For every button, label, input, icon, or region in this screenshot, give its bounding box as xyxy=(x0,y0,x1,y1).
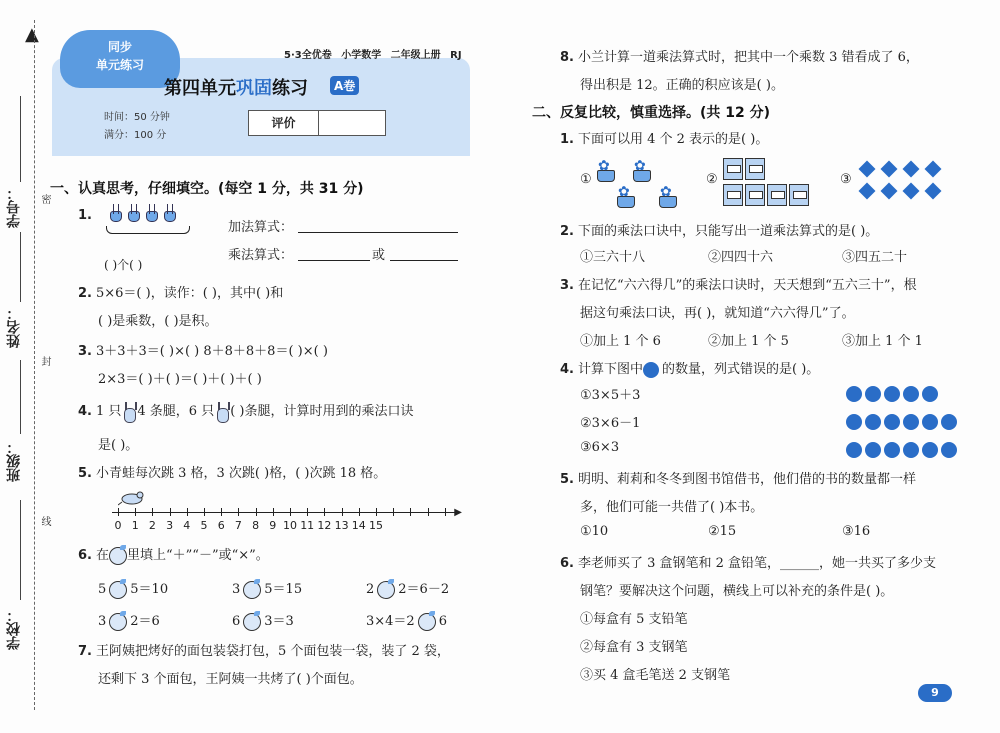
apple-icon[interactable] xyxy=(109,581,127,599)
blue-dot-icon xyxy=(903,386,919,402)
number-line-tick xyxy=(393,508,394,516)
number-line-label: 1 xyxy=(131,519,139,532)
equation-right: 5＝10 xyxy=(130,582,169,597)
number-line-label: 8 xyxy=(252,519,260,532)
equation-right: 3＝3 xyxy=(264,614,294,629)
q6-equation xyxy=(232,578,302,599)
vase-icon xyxy=(144,204,158,222)
number-line-label: 13 xyxy=(334,519,349,532)
c4-option2[interactable]: ②3×6－1 xyxy=(580,416,641,431)
evaluation-box xyxy=(248,110,386,136)
apple-icon[interactable] xyxy=(377,581,395,599)
blue-dot-icon xyxy=(941,414,957,430)
number-line-label: 4 xyxy=(183,519,191,532)
c1-flowerpots xyxy=(594,160,684,212)
q6-equation xyxy=(366,610,447,631)
apple-icon[interactable] xyxy=(418,613,436,631)
id-label: 学号： xyxy=(6,186,22,228)
q1-group-text: ( )个( ) xyxy=(104,258,143,272)
dot-row xyxy=(846,442,960,470)
c6-option2[interactable]: ②每盒有 3 支钢笔 xyxy=(580,640,688,655)
banner-line2: 单元练习 xyxy=(95,58,144,72)
c5-line2: 多，他们可能一共借了( )本书。 xyxy=(580,500,764,515)
apple-icon xyxy=(109,547,127,565)
blue-dot-icon xyxy=(643,362,659,378)
arrow-icon: ▶ xyxy=(454,507,462,518)
number-line-label: 6 xyxy=(217,519,225,532)
number-line-label: 2 xyxy=(148,519,156,532)
blue-dot-icon xyxy=(865,414,881,430)
milk-box-icon xyxy=(723,184,743,206)
rabbit-icon xyxy=(214,402,230,422)
c4-dot-grid xyxy=(846,386,960,470)
vase-icon xyxy=(162,204,176,222)
id-blank xyxy=(20,96,21,182)
q1-vases xyxy=(106,204,178,226)
c3-option3[interactable]: ③加上 1 个 1 xyxy=(842,334,923,349)
c3-option1[interactable]: ①加上 1 个 6 xyxy=(580,334,661,349)
diamond-icon xyxy=(903,161,920,178)
q2-line2: ( )是乘数，( )是积。 xyxy=(98,314,218,329)
number-line-tick xyxy=(376,508,377,516)
number-line-tick xyxy=(428,508,429,516)
c1-option3[interactable]: ③ xyxy=(840,172,852,187)
c5-option1[interactable]: ①10 xyxy=(580,524,609,539)
flowerpot-icon xyxy=(614,186,636,208)
q2-line1: 2. 5×6＝( )，读作：( )，其中( )和 xyxy=(78,286,284,301)
c1-option1[interactable]: ① xyxy=(580,172,592,187)
blue-dot-icon xyxy=(884,386,900,402)
cut-mark: 封 xyxy=(39,356,50,366)
equation-left: 5 xyxy=(98,582,107,597)
equation-left: 6 xyxy=(232,614,241,629)
vase-icon xyxy=(126,204,140,222)
number-line-tick xyxy=(204,508,205,516)
q1-number: 1. xyxy=(78,208,92,223)
cut-mark: 线 xyxy=(39,516,50,526)
c2-text: 2. 下面的乘法口诀中，只能写出一道乘法算式的是( )。 xyxy=(560,224,879,239)
blue-dot-icon xyxy=(903,414,919,430)
c5-option3[interactable]: ③16 xyxy=(842,524,871,539)
number-line-label: 3 xyxy=(166,519,174,532)
cut-line xyxy=(34,20,35,710)
number-line-label: 7 xyxy=(234,519,242,532)
diamond-icon xyxy=(859,161,876,178)
number-line-tick xyxy=(290,508,291,516)
section2-title: 二、反复比较，慎重选择。(共 12 分) xyxy=(532,105,771,121)
dot-row xyxy=(846,414,960,442)
c6-line1: 6. 李老师买了 3 盒钢笔和 2 盒铅笔，______，她一共买了多少支 xyxy=(560,556,937,571)
q1-mul-label: 乘法算式： xyxy=(228,248,294,263)
number-line-label: 15 xyxy=(369,519,383,532)
blue-dot-icon xyxy=(903,442,919,458)
number-line-tick xyxy=(118,508,119,516)
q7-line1: 7. 王阿姨把烤好的面包装袋打包，5 个面包装一袋，装了 2 袋， xyxy=(78,644,450,659)
q3-line1: 3. 3＋3＋3＝( )×( ) 8＋8＋8＋8＝( )×( ) xyxy=(78,344,328,359)
q8-line1: 8. 小兰计算一道乘法算式时，把其中一个乘数 3 错看成了 6， xyxy=(560,50,919,65)
number-line-axis xyxy=(112,512,458,513)
cut-mark: 密 xyxy=(39,194,50,204)
blue-dot-icon xyxy=(846,386,862,402)
equation-left: 2 xyxy=(366,582,375,597)
rabbit-icon xyxy=(121,402,137,422)
number-line-label: 5 xyxy=(200,519,208,532)
number-line-tick xyxy=(307,508,308,516)
q5-text: 5. 小青蛙每次跳 3 格，3 次跳( )格，( )次跳 18 格。 xyxy=(78,466,387,481)
number-line-label: 14 xyxy=(351,519,366,532)
apple-icon[interactable] xyxy=(109,613,127,631)
c5-line1: 5. 明明、莉莉和冬冬到图书馆借书，他们借的书的数量都一样 xyxy=(560,472,916,487)
q1-mul-blank-2[interactable] xyxy=(390,260,458,261)
number-line-tick xyxy=(445,508,446,516)
blue-dot-icon xyxy=(846,442,862,458)
q3-line2: 2×3＝( )＋( )＝( )＋( )＋( ) xyxy=(98,372,262,387)
q1-add-blank[interactable] xyxy=(298,232,458,233)
banner-line1: 同步 xyxy=(107,40,132,54)
c1-option2[interactable]: ② xyxy=(706,172,718,187)
q6-equation xyxy=(98,610,160,631)
c3-line2: 据这句乘法口诀，再( )，就知道“六六得几”了。 xyxy=(580,306,855,321)
diamond-icon xyxy=(925,161,942,178)
name-blank xyxy=(20,232,21,302)
c5-option2[interactable]: ②15 xyxy=(708,524,737,539)
number-line-tick xyxy=(273,508,274,516)
blue-dot-icon xyxy=(865,442,881,458)
full-score: 满分：100 分 xyxy=(104,130,167,141)
c4-text: 4. 计算下图中 的数量，列式错误的是( )。 xyxy=(560,362,820,377)
equation-right: 6 xyxy=(438,614,447,629)
number-line-tick xyxy=(221,508,222,516)
number-line-tick xyxy=(135,508,136,516)
evaluation-field[interactable] xyxy=(319,111,385,135)
section1-title: 一、认真思考，仔细填空。(每空 1 分，共 31 分) xyxy=(50,181,364,197)
c4-option3[interactable]: ③6×3 xyxy=(580,440,620,455)
q1-add-label: 加法算式： xyxy=(228,220,294,235)
time-limit: 时间：50 分钟 xyxy=(104,112,170,123)
equation-right: 2＝6 xyxy=(130,614,160,629)
number-line-tick xyxy=(324,508,325,516)
evaluation-label: 评价 xyxy=(249,111,319,135)
diamond-icon xyxy=(881,183,898,200)
number-line-label: 10 xyxy=(283,519,297,532)
c6-option1[interactable]: ①每盒有 5 支铅笔 xyxy=(580,612,688,627)
apple-icon[interactable] xyxy=(243,581,261,599)
exam-header xyxy=(52,30,470,156)
c1-milk-boxes xyxy=(722,158,822,210)
class-label: 班级： xyxy=(6,440,22,482)
number-line-tick xyxy=(256,508,257,516)
c1-diamonds xyxy=(856,160,966,204)
milk-box-icon xyxy=(745,184,765,206)
number-line-tick xyxy=(152,508,153,516)
c6-option3[interactable]: ③买 4 盒毛笔送 2 支钢笔 xyxy=(580,668,731,683)
q8-line2: 得出积是 12。正确的积应该是( )。 xyxy=(580,78,784,93)
q1-mul-blank-1[interactable] xyxy=(298,260,370,261)
diamond-icon xyxy=(903,183,920,200)
book-info: 5·3全优卷 小学数学 二年级上册 RJ xyxy=(284,50,462,61)
c2-option3[interactable]: ③四五二十 xyxy=(842,250,908,265)
q6-equation xyxy=(366,578,449,599)
number-line-tick xyxy=(187,508,188,516)
number-line-tick xyxy=(238,508,239,516)
milk-box-icon xyxy=(767,184,787,206)
flowerpot-icon xyxy=(630,160,652,182)
number-line-tick xyxy=(170,508,171,516)
number-line-tick xyxy=(342,508,343,516)
rocket-icon: ▲ xyxy=(25,24,39,45)
dot-row xyxy=(846,386,960,414)
school-blank xyxy=(20,500,21,600)
equation-left: 3×4＝2 xyxy=(366,614,415,629)
version-badge: A卷 xyxy=(330,76,359,95)
q1-or: 或 xyxy=(372,248,386,263)
number-line-tick xyxy=(359,508,360,516)
flowerpot-icon xyxy=(656,186,678,208)
binding-margin xyxy=(0,0,50,733)
c2-option2[interactable]: ②四四十六 xyxy=(708,250,774,265)
blue-dot-icon xyxy=(884,442,900,458)
equation-left: 3 xyxy=(232,582,241,597)
c1-text: 1. 下面可以用 4 个 2 表示的是( )。 xyxy=(560,132,769,147)
q4-line2: 是( )。 xyxy=(98,438,139,453)
title-suffix: 练习 xyxy=(272,78,308,99)
vase-icon xyxy=(108,204,122,222)
class-blank xyxy=(20,360,21,434)
number-line-tick xyxy=(410,508,411,516)
c6-line2: 钢笔？要解决这个问题，横线上可以补充的条件是( )。 xyxy=(580,584,894,599)
q4-line1: 4. 1 只 4 条腿，6 只 ( )条腿，计算时用到的乘法口诀 xyxy=(78,400,413,422)
equation-left: 3 xyxy=(98,614,107,629)
diamond-icon xyxy=(859,183,876,200)
c3-option2[interactable]: ②加上 1 个 5 xyxy=(708,334,789,349)
c2-option1[interactable]: ①三六十八 xyxy=(580,250,646,265)
q7-line2: 还剩下 3 个面包，王阿姨一共烤了( )个面包。 xyxy=(98,672,363,687)
blue-dot-icon xyxy=(884,414,900,430)
q6-equation xyxy=(232,610,294,631)
name-label: 姓名： xyxy=(6,306,22,348)
blue-dot-icon xyxy=(865,386,881,402)
title-prefix: 第四单元 xyxy=(164,78,236,99)
equation-right: 5＝15 xyxy=(264,582,303,597)
q6-equation xyxy=(98,578,168,599)
blue-dot-icon xyxy=(922,414,938,430)
milk-box-icon xyxy=(745,158,765,180)
blue-dot-icon xyxy=(922,386,938,402)
banner-cloud xyxy=(60,30,180,88)
milk-box-icon xyxy=(789,184,809,206)
diamond-icon xyxy=(881,161,898,178)
school-label: 学校： xyxy=(6,608,22,650)
page-title xyxy=(164,74,308,100)
diamond-icon xyxy=(925,183,942,200)
number-line-label: 11 xyxy=(300,519,315,532)
brace xyxy=(106,226,190,234)
page-number: 9 xyxy=(918,684,952,702)
q6-intro: 6. 在 里填上“＋”“－”或“×”。 xyxy=(78,548,269,563)
number-line-label: 9 xyxy=(269,519,277,532)
number-line xyxy=(112,490,462,530)
blue-dot-icon xyxy=(941,442,957,458)
blue-dot-icon xyxy=(846,414,862,430)
blue-dot-icon xyxy=(922,442,938,458)
flowerpot-icon xyxy=(594,160,616,182)
equation-right: 2＝6－2 xyxy=(398,582,450,597)
number-line-label: 12 xyxy=(317,519,332,532)
c3-line1: 3. 在记忆“六六得几”的乘法口诀时，天天想到“五六三十”，根 xyxy=(560,278,917,293)
apple-icon[interactable] xyxy=(243,613,261,631)
frog-icon xyxy=(118,490,148,506)
milk-box-icon xyxy=(723,158,743,180)
title-highlight: 巩固 xyxy=(236,78,272,99)
c4-option1[interactable]: ①3×5＋3 xyxy=(580,388,641,403)
number-line-label: 0 xyxy=(114,519,122,532)
